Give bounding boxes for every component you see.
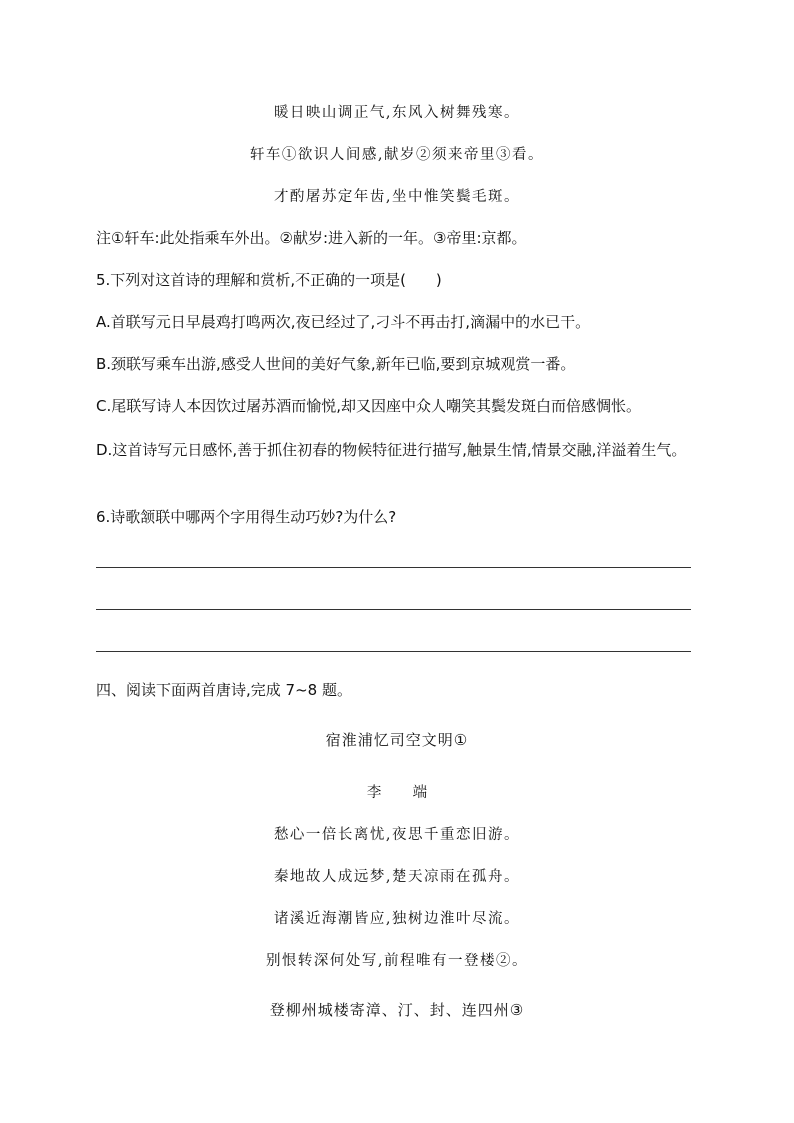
question-6-stem: 6.诗歌颔联中哪两个字用得生动巧妙?为什么? [96, 508, 397, 526]
answer-line-1 [96, 567, 691, 568]
poem2-line-3: 诸溪近海潮皆应,独树边淮叶尽流。 [273, 911, 521, 927]
question-5-option-d: D.这首诗写元日感怀,善于抓住初春的物候特征进行描写,触景生情,情景交融,洋溢着生气。 [96, 441, 687, 459]
poem1-line-3: 才酌屠苏定年齿,坐中惟笑鬓毛斑。 [273, 189, 521, 205]
poem1-line-1: 暖日映山调正气,东风入树舞残寒。 [273, 105, 521, 121]
question-5-option-b: B.颈联写乘车出游,感受人世间的美好气象,新年已临,要到京城观赏一番。 [96, 355, 576, 373]
question-5-stem: 5.下列对这首诗的理解和赏析,不正确的一项是( ) [96, 271, 442, 289]
poem2-line-2: 秦地故人成远梦,楚天凉雨在孤舟。 [273, 869, 521, 885]
poem3-title: 登柳州城楼寄漳、汀、封、连四州③ [269, 1001, 525, 1019]
poem2-author-surname: 李 [366, 785, 382, 801]
footnote: 注①轩车:此处指乘车外出。②献岁:进入新的一年。③帝里:京都。 [96, 229, 527, 247]
poem1-line-2: 轩车①欲识人间感,献岁②须来帝里③看。 [249, 147, 545, 163]
poem2-author [0, 781, 794, 802]
answer-line-3 [96, 651, 691, 652]
poem2-author-given-name: 端 [412, 785, 428, 801]
poem2-line-4: 别恨转深何处写,前程唯有一登楼②。 [265, 953, 529, 969]
question-5-option-c: C.尾联写诗人本因饮过屠苏酒而愉悦,却又因座中众人嘲笑其鬓发斑白而倍感惆怅。 [96, 397, 642, 415]
poem2-line-1: 愁心一倍长离忧,夜思千重恋旧游。 [273, 827, 521, 843]
section-4-heading: 四、阅读下面两首唐诗,完成 7~8 题。 [96, 681, 352, 699]
poem2-title: 宿淮浦忆司空文明① [325, 731, 469, 749]
question-5-option-a: A.首联写元日早晨鸡打鸣两次,夜已经过了,刁斗不再击打,滴漏中的水已干。 [96, 313, 591, 331]
answer-line-2 [96, 609, 691, 610]
